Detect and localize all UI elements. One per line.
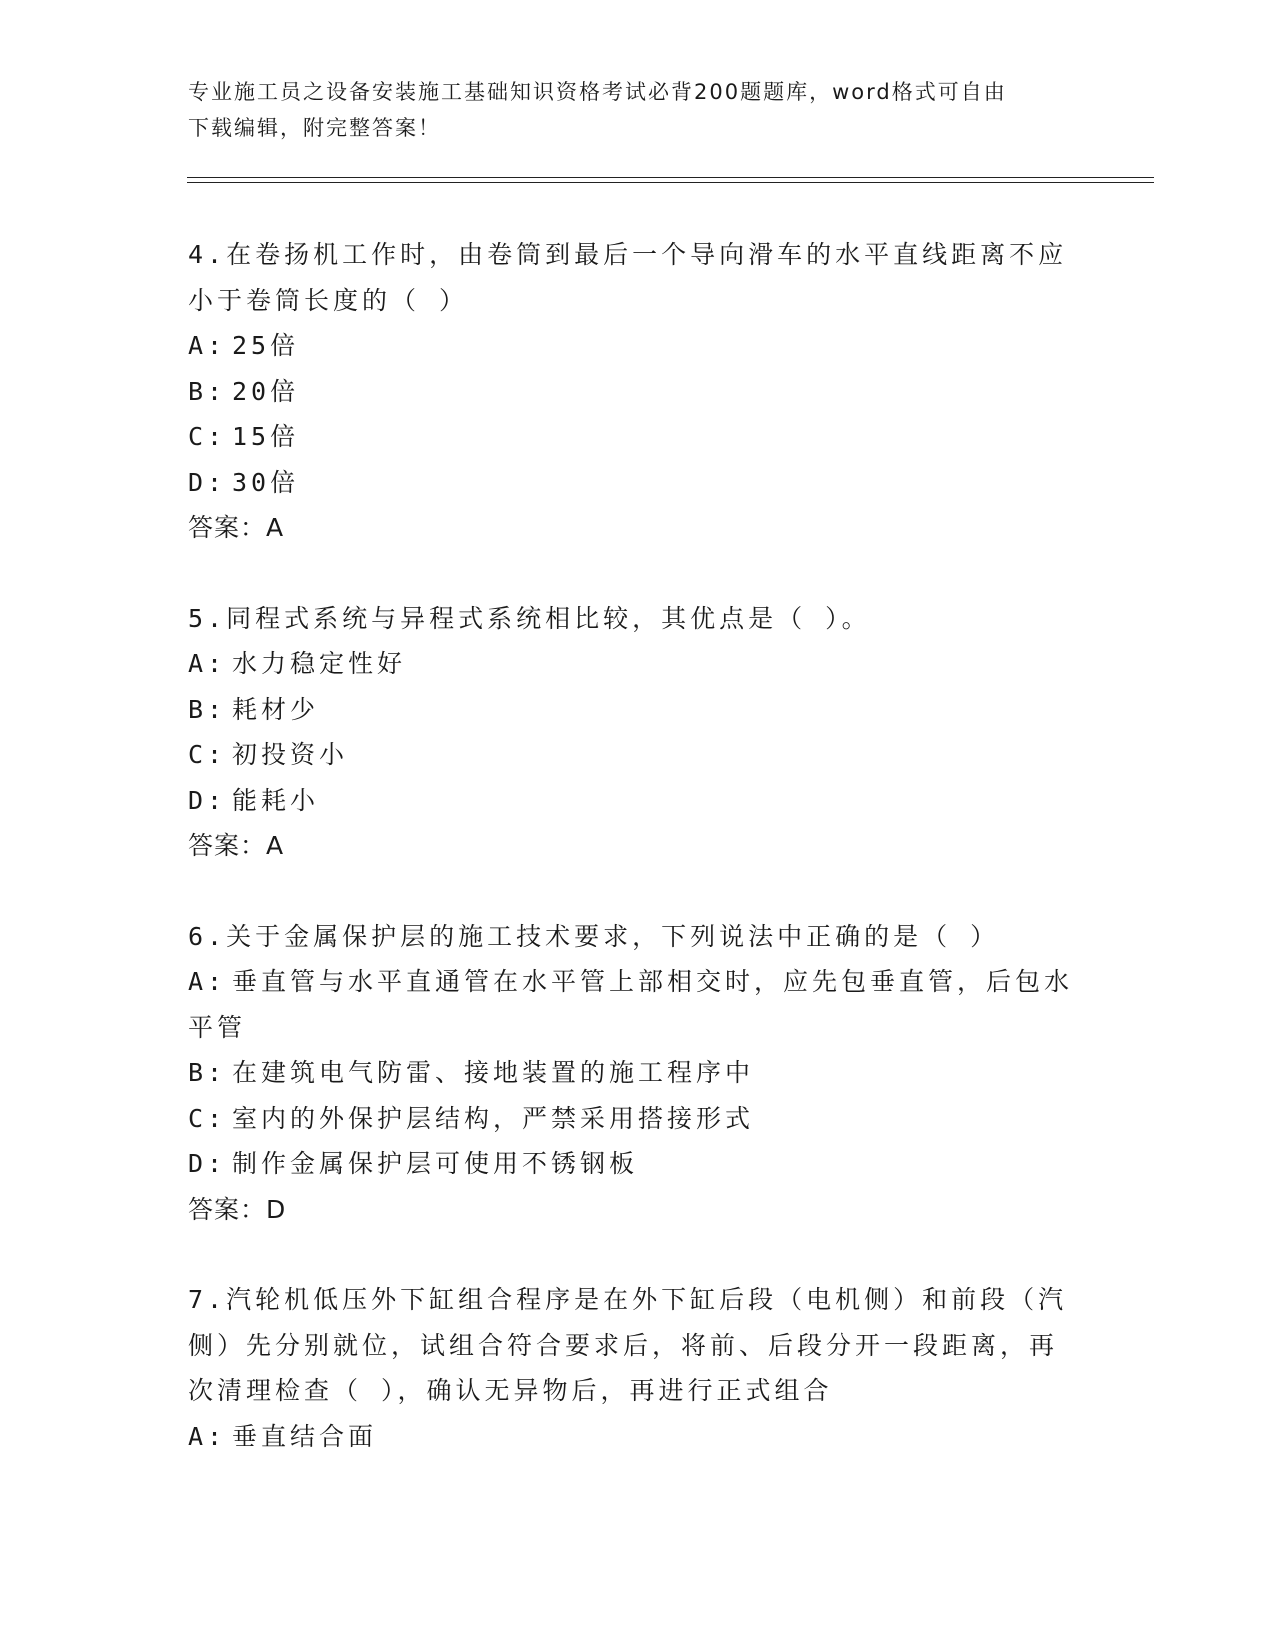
header-divider-top: [187, 177, 1154, 178]
header-line-1: 专业施工员之设备安装施工基础知识资格考试必背200题题库，word格式可自由: [188, 80, 1007, 104]
option-label: D:: [188, 467, 227, 497]
option-label: D:: [188, 1149, 227, 1178]
question-stem-line: 侧）先分别就位，试组合符合要求后，将前、后段分开一段距离，再: [188, 1330, 1059, 1360]
option-a-continuation: 平管: [188, 1012, 247, 1042]
option-c: [188, 414, 1088, 460]
option-text: 15倍: [232, 422, 300, 451]
option-a: [188, 959, 1088, 1005]
option-text: 水力稳定性好: [232, 649, 407, 678]
question-stem-line: 5.同程式系统与异程式系统相比较，其优点是（ ）。: [188, 603, 871, 633]
option-label: C:: [188, 1103, 227, 1133]
option-c: [188, 1096, 1088, 1142]
question-stem-line: 小于卷筒长度的（ ）: [188, 285, 469, 315]
option-d: [188, 1141, 1088, 1187]
question-stem-line: 次清理检查（ ），确认无异物后，再进行正式组合: [188, 1376, 833, 1405]
option-b: [188, 1050, 1088, 1096]
document-header: [188, 74, 1088, 146]
option-text: 初投资小: [232, 740, 349, 769]
question-7: [188, 1277, 1088, 1459]
option-text: 20倍: [232, 376, 300, 406]
option-d: [188, 778, 1088, 824]
option-a: [188, 323, 1088, 369]
question-5: [188, 596, 1088, 869]
option-text: 垂直管与水平直通管在水平管上部相交时，应先包垂直管，后包水: [232, 967, 1074, 996]
answer-line: 答案：A: [188, 513, 285, 542]
question-4: [188, 232, 1088, 551]
option-label: C:: [188, 422, 227, 451]
option-text: 25倍: [232, 331, 300, 360]
option-label: A:: [188, 331, 227, 360]
question-stem-line: 4.在卷扬机工作时，由卷筒到最后一个导向滑车的水平直线距离不应: [188, 240, 1068, 269]
option-text: 在建筑电气防雷、接地装置的施工程序中: [232, 1058, 755, 1087]
option-label: A:: [188, 1421, 227, 1451]
option-b: [188, 369, 1088, 415]
option-d: [188, 460, 1088, 506]
header-divider-bottom: [187, 182, 1154, 183]
question-stem-line: 6.关于金属保护层的施工技术要求，下列说法中正确的是（ ）: [188, 921, 1000, 951]
option-label: B:: [188, 376, 227, 406]
question-6: [188, 914, 1088, 1233]
question-list: [188, 232, 1088, 1504]
answer-line: 答案：A: [188, 831, 285, 860]
option-text: 垂直结合面: [232, 1421, 378, 1451]
option-text: 30倍: [232, 467, 300, 497]
option-label: A:: [188, 649, 227, 678]
header-line-2: 下载编辑，附完整答案！: [188, 116, 441, 140]
option-text: 能耗小: [232, 785, 320, 815]
option-text: 耗材少: [232, 694, 320, 724]
option-a: [188, 1414, 1088, 1460]
answer-line: 答案：D: [188, 1194, 287, 1224]
option-label: C:: [188, 740, 227, 769]
option-b: [188, 687, 1088, 733]
option-c: [188, 732, 1088, 778]
option-label: A:: [188, 967, 227, 996]
option-label: D:: [188, 785, 227, 815]
question-stem-line: 7.汽轮机低压外下缸组合程序是在外下缸后段（电机侧）和前段（汽: [188, 1285, 1068, 1314]
option-text: 室内的外保护层结构，严禁采用搭接形式: [232, 1103, 755, 1133]
option-label: B:: [188, 1058, 227, 1087]
option-a: [188, 641, 1088, 687]
option-label: B:: [188, 694, 227, 724]
option-text: 制作金属保护层可使用不锈钢板: [232, 1149, 639, 1178]
